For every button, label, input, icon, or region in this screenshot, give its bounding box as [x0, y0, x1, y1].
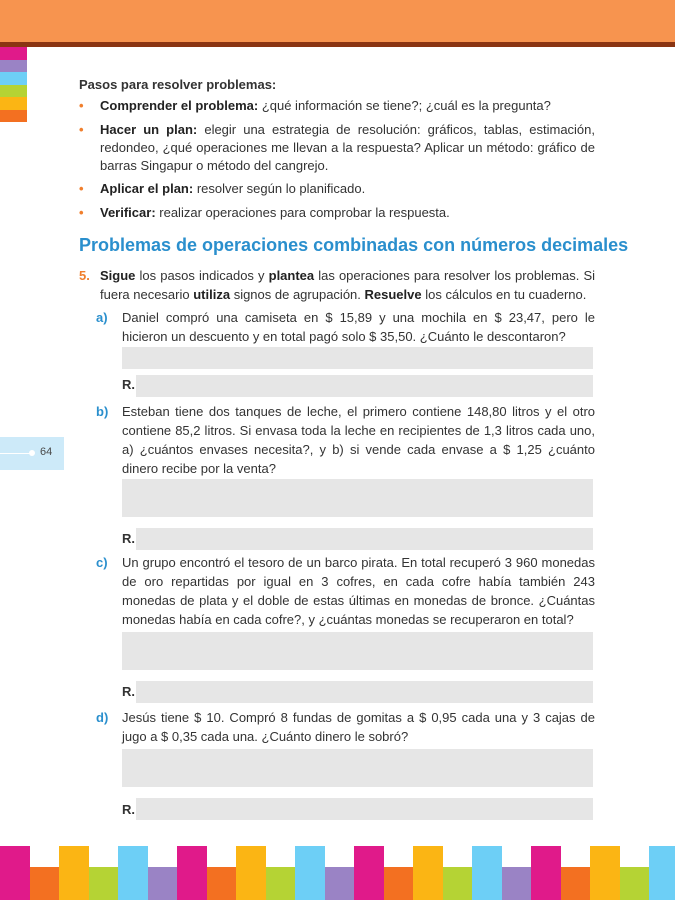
color-block [236, 846, 266, 900]
step-item [79, 204, 595, 222]
problem-letter: d) [96, 710, 109, 725]
problem-text: Un grupo encontró el tesoro de un barco pirata. En total recuperó 3 960 monedas de oro repartidas por igual en 3 cofres, en cada cofre había también 243 monedas de plata y el doble de estas últimas en monedas de bronce. ¿Cuántas monedas había en cada cofre?, y ¿cuántas monedas se recuperaron en total? [122, 555, 595, 627]
step-term: Comprender el problema: [100, 98, 259, 113]
color-block [148, 867, 178, 900]
problem-c [96, 553, 595, 629]
step-term: Aplicar el plan: [100, 181, 194, 196]
color-block [502, 867, 532, 900]
color-block [443, 867, 473, 900]
instruction-part: los pasos indicados y [135, 268, 269, 283]
answer-label: R. [122, 684, 135, 699]
problem-letter: c) [96, 555, 108, 570]
answer-label: R. [122, 377, 135, 392]
answer-field-a[interactable] [136, 375, 593, 397]
page-number: 64 [40, 446, 53, 458]
color-block [649, 846, 675, 900]
color-block [0, 846, 30, 900]
bullet-icon: • [79, 181, 84, 196]
step-item [79, 180, 595, 198]
color-block [30, 867, 60, 900]
bullet-icon: • [79, 122, 84, 137]
header-band [0, 0, 675, 42]
color-block [325, 867, 355, 900]
work-area-a[interactable] [122, 347, 593, 369]
step-text: elegir una estrategia de resolución: gráficos, tablas, estimación, redondeo, ¿qué operaciones me llevan a la respuesta? Aplicar un método: gráfico de barras Singapur o método del cangrejo. [100, 122, 596, 173]
instruction-part: signos de agrupación. [230, 287, 365, 302]
step-item [79, 97, 595, 115]
problem-letter: b) [96, 404, 109, 419]
instruction-part: las operaciones para resolver los problemas. Si fuera necesario [100, 268, 595, 302]
problem-letter: a) [96, 310, 108, 325]
instruction-part: los cálculos en tu cuaderno. [421, 287, 587, 302]
step-text: realizar operaciones para comprobar la respuesta. [155, 205, 450, 220]
step-term: Hacer un plan: [100, 122, 198, 137]
bottom-color-band [0, 846, 675, 900]
steps-title: Pasos para resolver problemas: [79, 77, 277, 92]
page-number-tab [0, 437, 64, 470]
color-block [177, 846, 207, 900]
problem-text: Jesús tiene $ 10. Compró 8 fundas de gomitas a $ 0,95 cada una y 3 cajas de jugo a $ 0,35 cada una. ¿Cuánto dinero le sobró? [122, 710, 595, 744]
answer-field-c[interactable] [136, 681, 593, 703]
answer-label: R. [122, 802, 135, 817]
bullet-icon: • [79, 98, 84, 113]
color-block [561, 867, 591, 900]
color-block [266, 867, 296, 900]
color-block [59, 846, 89, 900]
color-block [590, 846, 620, 900]
color-block [118, 846, 148, 900]
instruction-part: utiliza [193, 287, 231, 302]
problem-b [96, 402, 595, 478]
work-area-d[interactable] [122, 749, 593, 787]
bullet-icon: • [79, 205, 84, 220]
work-area-c[interactable] [122, 632, 593, 670]
page-number-dot [29, 450, 35, 456]
color-block [89, 867, 119, 900]
exercise-instruction [79, 266, 595, 304]
instruction-part: plantea [268, 268, 315, 283]
color-block [354, 846, 384, 900]
step-text: ¿qué información se tiene?; ¿cuál es la pregunta? [258, 98, 551, 113]
instruction-part: Sigue [100, 268, 136, 283]
header-rule [0, 42, 675, 47]
color-block [207, 867, 237, 900]
color-block [384, 867, 414, 900]
step-text: resolver según lo planificado. [193, 181, 366, 196]
color-block [531, 846, 561, 900]
side-color-strip [0, 47, 27, 122]
work-area-b[interactable] [122, 479, 593, 517]
step-item [79, 121, 595, 175]
answer-field-b[interactable] [136, 528, 593, 550]
exercise-number: 5. [79, 268, 90, 283]
color-block [295, 846, 325, 900]
color-block [620, 867, 650, 900]
color-block [472, 846, 502, 900]
problem-a [96, 308, 595, 346]
instruction-part: Resuelve [364, 287, 422, 302]
problem-d [96, 708, 595, 746]
answer-field-d[interactable] [136, 798, 593, 820]
problem-text: Esteban tiene dos tanques de leche, el primero contiene 148,80 litros y el otro contiene 85,2 litros. Si envasa toda la leche en recipientes de 1,3 litros cada uno, a) ¿cuántos envases necesita?, y b) si vende cada envase a $ 1,25 ¿cuánto dinero recibe por la venta? [122, 404, 595, 476]
section-title: Problemas de operaciones combinadas con números decimales [79, 235, 629, 255]
problem-text: Daniel compró una camiseta en $ 15,89 y una mochila en $ 23,47, pero le hicieron un descuento y en total pagó solo $ 35,50. ¿Cuánto le descontaron? [122, 310, 595, 344]
step-term: Verificar: [100, 205, 156, 220]
page-number-line [0, 453, 30, 454]
color-block [413, 846, 443, 900]
answer-label: R. [122, 531, 135, 546]
